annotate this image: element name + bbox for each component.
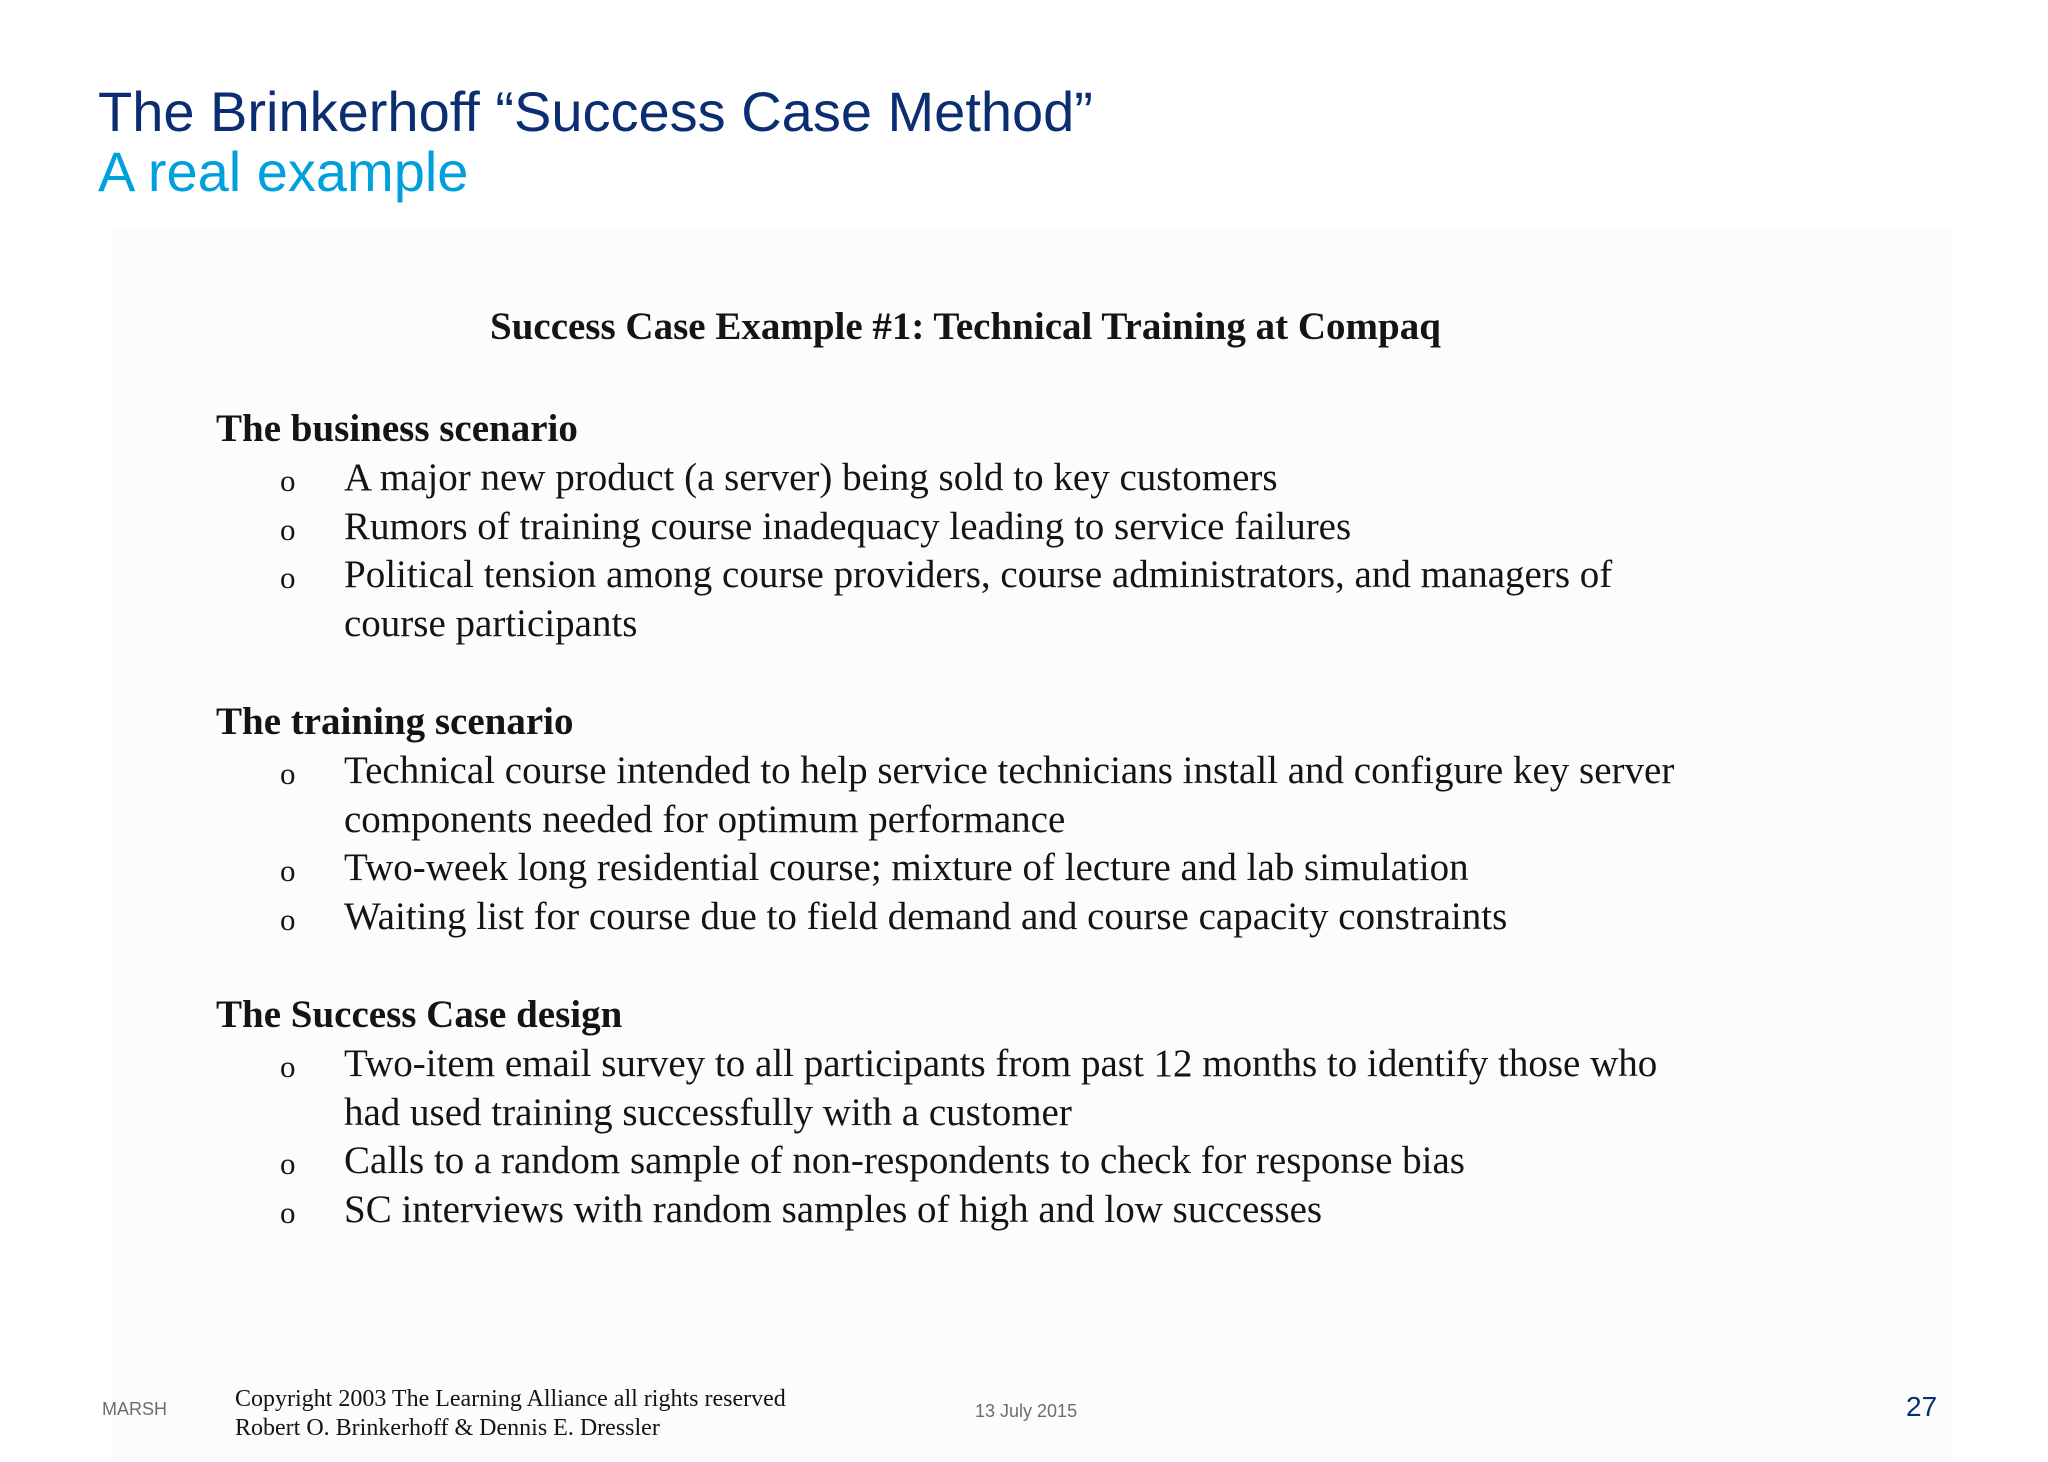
slide-title: [98, 82, 1093, 203]
circle-bullet-icon: o: [280, 1194, 296, 1230]
bullet-list: [216, 747, 1674, 941]
list-item-text-continued: had used training successfully with a customer: [344, 1090, 1072, 1134]
list-item: [216, 1137, 1657, 1186]
bullet-list: [216, 1040, 1657, 1234]
slide-subtitle: A real example: [98, 140, 469, 204]
circle-bullet-icon: o: [280, 1049, 296, 1084]
list-item-text-continued: components needed for optimum performance: [344, 797, 1066, 841]
circle-bullet-icon: o: [280, 756, 296, 791]
circle-bullet-icon: o: [280, 1146, 296, 1181]
circle-bullet-icon: o: [280, 901, 296, 937]
page-number: 27: [1906, 1391, 1938, 1422]
list-item-text-continued: course participants: [344, 601, 638, 645]
section-training-scenario: [216, 697, 1674, 941]
list-item: [216, 1040, 1657, 1137]
list-item: [216, 844, 1674, 893]
list-item: [216, 893, 1674, 942]
section-business-scenario: [216, 404, 1612, 648]
authors-line: Robert O. Brinkerhoff & Dennis E. Dressler: [235, 1415, 660, 1441]
section-heading: The business scenario: [216, 407, 578, 450]
list-item-text: Calls to a random sample of non-respondents to check for response bias: [344, 1139, 1465, 1182]
scanned-document: [112, 228, 1952, 1462]
document-title: Success Case Example #1: Technical Training at Compaq: [490, 305, 1441, 348]
list-item-text: Waiting list for course due to field demand and course capacity constraints: [344, 894, 1508, 938]
section-heading: The training scenario: [216, 700, 574, 743]
list-item: [216, 747, 1674, 844]
list-item: [216, 551, 1612, 648]
section-success-case-design: [216, 990, 1657, 1234]
list-item: [216, 454, 1612, 503]
footer-date: 13 July 2015: [975, 1401, 1078, 1421]
circle-bullet-icon: o: [280, 511, 296, 547]
list-item-text: Two-item email survey to all participants from past 12 months to identify those who: [344, 1042, 1658, 1085]
bullet-list: [216, 454, 1612, 648]
list-item: [216, 503, 1612, 552]
section-heading: The Success Case design: [216, 993, 623, 1036]
circle-bullet-icon: o: [280, 463, 296, 498]
circle-bullet-icon: o: [280, 853, 296, 888]
slide-title-main: The Brinkerhoff “Success Case Method”: [98, 80, 1093, 143]
list-item-text: A major new product (a server) being sold to key customers: [344, 456, 1278, 499]
copyright-line: Copyright 2003 The Learning Alliance all rights reserved: [235, 1386, 786, 1412]
list-item-text: Political tension among course providers, course administrators, and managers of: [344, 553, 1613, 596]
list-item-text: SC interviews with random samples of high and low successes: [344, 1187, 1323, 1231]
footer-brand: MARSH: [102, 1399, 168, 1419]
list-item-text: Technical course intended to help service technicians install and configure key server: [344, 749, 1675, 792]
footer-copyright: [235, 1385, 786, 1443]
circle-bullet-icon: o: [280, 560, 296, 595]
list-item-text: Two-week long residential course; mixture of lecture and lab simulation: [344, 846, 1469, 889]
list-item-text: Rumors of training course inadequacy leading to service failures: [344, 504, 1352, 548]
list-item: [216, 1186, 1657, 1235]
